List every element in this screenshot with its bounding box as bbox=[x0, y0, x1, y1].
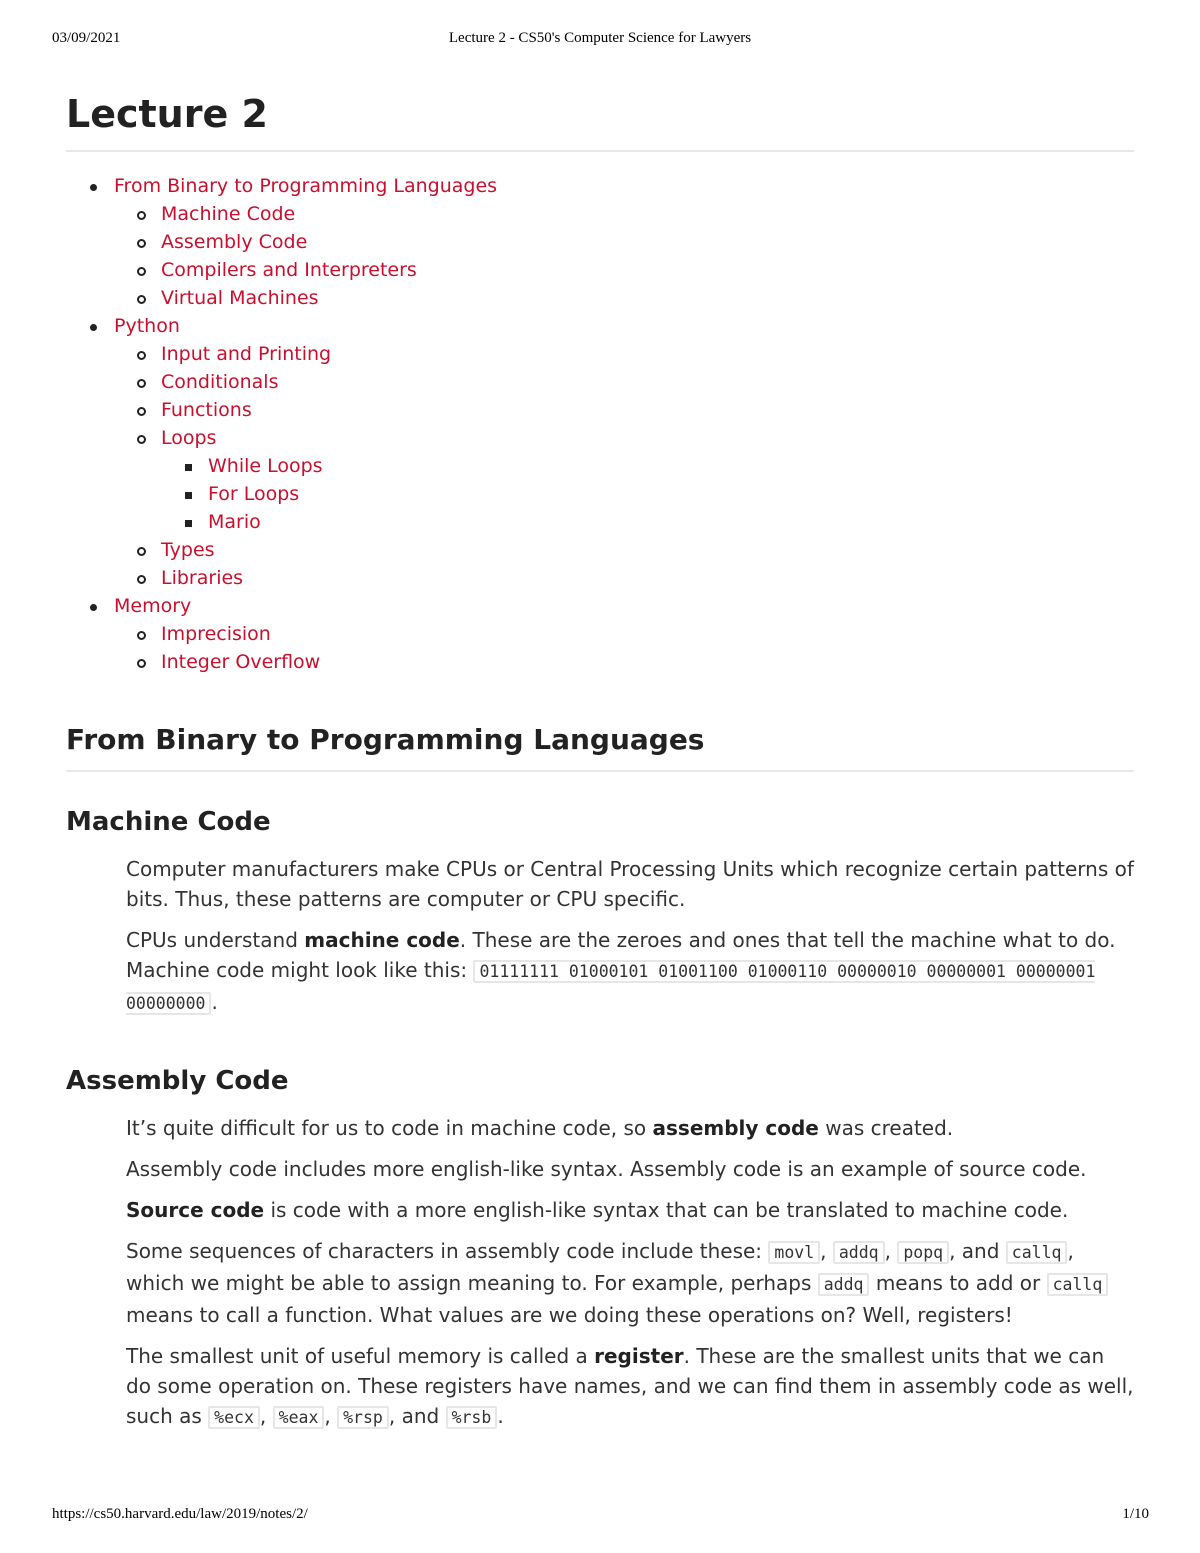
print-page-number: 1/10 bbox=[1122, 1506, 1149, 1522]
text: means to add or bbox=[869, 1271, 1047, 1295]
toc-item bbox=[66, 228, 1134, 256]
subsection-heading-assembly-code: Assembly Code bbox=[66, 1066, 289, 1096]
toc-item bbox=[66, 508, 1134, 536]
paragraph bbox=[126, 1113, 1134, 1143]
machine-code-notes bbox=[66, 854, 1134, 1019]
text: . bbox=[497, 1404, 504, 1428]
code-binary-example: 01111111 01000101 01001100 01000110 00000010 00000001 00000001 00000000 bbox=[126, 962, 1096, 1013]
text: , bbox=[324, 1404, 338, 1428]
toc-link-input[interactable]: Input and Printing bbox=[161, 343, 332, 365]
code-popq: popq bbox=[897, 1241, 949, 1264]
code-callq: callq bbox=[1047, 1273, 1109, 1296]
assembly-code-notes bbox=[66, 1113, 1134, 1433]
toc-link-for-loops[interactable]: For Loops bbox=[208, 483, 300, 505]
code-ecx: %ecx bbox=[208, 1406, 260, 1429]
term-register: register bbox=[594, 1344, 684, 1368]
code-rsb: %rsb bbox=[446, 1406, 498, 1429]
code-movl: movl bbox=[768, 1241, 820, 1264]
text: , and bbox=[949, 1239, 1006, 1263]
subsection-heading-machine-code: Machine Code bbox=[66, 807, 271, 837]
toc-link-assembly-code[interactable]: Assembly Code bbox=[161, 231, 308, 253]
toc-item bbox=[66, 396, 1134, 424]
toc-item bbox=[66, 480, 1134, 508]
toc-item bbox=[66, 284, 1134, 312]
text: . These are the zeroes and ones that tell the machine what to do. Machine code might look like this: bbox=[126, 928, 1116, 982]
toc-item bbox=[66, 172, 1134, 200]
toc-item bbox=[66, 256, 1134, 284]
text: Some sequences of characters in assembly code include these: bbox=[126, 1239, 769, 1263]
page-content bbox=[66, 88, 1134, 1444]
toc-item bbox=[66, 368, 1134, 396]
code-eax: %eax bbox=[273, 1406, 325, 1429]
text: , bbox=[259, 1404, 273, 1428]
toc-item bbox=[66, 592, 1134, 620]
term-source-code: Source code bbox=[126, 1198, 265, 1222]
toc-item bbox=[66, 536, 1134, 564]
toc-item bbox=[66, 312, 1134, 340]
toc-link-python[interactable]: Python bbox=[114, 315, 180, 337]
paragraph bbox=[126, 1236, 1134, 1330]
text: The smallest unit of useful memory is called a bbox=[126, 1344, 595, 1368]
toc-link-conditionals[interactable]: Conditionals bbox=[161, 371, 279, 393]
toc-item bbox=[66, 620, 1134, 648]
toc-link-loops[interactable]: Loops bbox=[161, 427, 217, 449]
paragraph: Assembly code includes more english-like syntax. Assembly code is an example of source code. bbox=[126, 1157, 1087, 1181]
paragraph: Computer manufacturers make CPUs or Central Processing Units which recognize certain patterns of bits. Thus, these patterns are computer or CPU specific. bbox=[126, 857, 1134, 911]
code-rsp: %rsp bbox=[337, 1406, 389, 1429]
toc-link-integer-overflow[interactable]: Integer Overflow bbox=[161, 651, 321, 673]
text: was created. bbox=[818, 1116, 954, 1140]
text: , and bbox=[388, 1404, 446, 1428]
toc-item bbox=[66, 424, 1134, 452]
print-date: 03/09/2021 bbox=[52, 30, 121, 46]
toc-link-libraries[interactable]: Libraries bbox=[161, 567, 244, 589]
print-url: https://cs50.harvard.edu/law/2019/notes/2/ bbox=[52, 1506, 308, 1522]
toc-item bbox=[66, 452, 1134, 480]
text: , which we might be able to assign meaning to. For example, perhaps bbox=[126, 1239, 1074, 1295]
table-of-contents bbox=[66, 172, 1134, 676]
text: . bbox=[211, 990, 218, 1014]
text: means to call a function. What values are we doing these operations on? Well, registers! bbox=[126, 1303, 1013, 1327]
toc-link-while-loops[interactable]: While Loops bbox=[208, 455, 323, 477]
text: is code with a more english-like syntax that can be translated to machine code. bbox=[264, 1198, 1069, 1222]
code-addq: addq bbox=[833, 1241, 885, 1264]
toc-link-virtual-machines[interactable]: Virtual Machines bbox=[161, 287, 319, 309]
paragraph bbox=[126, 925, 1134, 1019]
code-addq: addq bbox=[818, 1273, 870, 1296]
text: , bbox=[820, 1239, 833, 1263]
toc-item bbox=[66, 200, 1134, 228]
toc-item bbox=[66, 648, 1134, 676]
text: . These are the smallest units that we can do some operation on. These registers have names, and we can find them in assembly code as well, such as bbox=[126, 1344, 1134, 1428]
term-machine-code: machine code bbox=[304, 928, 460, 952]
term-assembly-code: assembly code bbox=[652, 1116, 819, 1140]
text: It’s quite difficult for us to code in machine code, so bbox=[126, 1116, 653, 1140]
toc-link-mario[interactable]: Mario bbox=[208, 511, 261, 533]
code-callq: callq bbox=[1006, 1241, 1068, 1264]
paragraph bbox=[126, 1341, 1134, 1433]
toc-link-machine-code[interactable]: Machine Code bbox=[161, 203, 296, 225]
section-heading-binary: From Binary to Programming Languages bbox=[66, 720, 1134, 772]
print-header bbox=[0, 30, 1200, 50]
toc-link-compilers[interactable]: Compilers and Interpreters bbox=[161, 259, 417, 281]
toc-link-memory[interactable]: Memory bbox=[114, 595, 192, 617]
text: , bbox=[884, 1239, 898, 1263]
toc-link-imprecision[interactable]: Imprecision bbox=[161, 623, 271, 645]
print-title: Lecture 2 - CS50's Computer Science for Lawyers bbox=[448, 30, 752, 46]
toc-link-binary[interactable]: From Binary to Programming Languages bbox=[114, 175, 498, 197]
page-title: Lecture 2 bbox=[66, 88, 1134, 152]
toc-link-functions[interactable]: Functions bbox=[161, 399, 252, 421]
paragraph bbox=[126, 1195, 1134, 1225]
toc-item bbox=[66, 340, 1134, 368]
toc-link-types[interactable]: Types bbox=[161, 539, 215, 561]
text: CPUs understand bbox=[126, 928, 305, 952]
toc-item bbox=[66, 564, 1134, 592]
